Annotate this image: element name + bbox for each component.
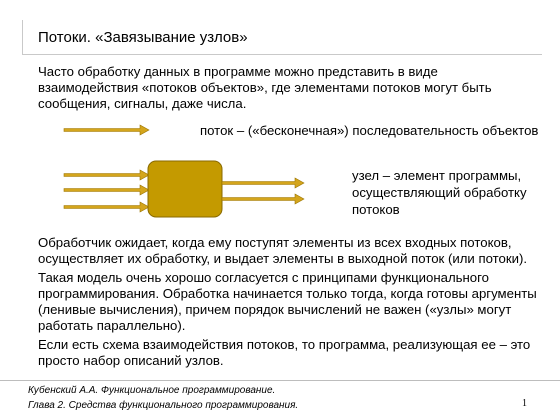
footer-divider <box>0 380 560 381</box>
output-arrow-1 <box>222 178 304 188</box>
handler-paragraph: Обработчик ожидает, когда ему поступят элементы из всех входных потоков, осуществляет их обработку, и выдает элементы в выходной поток (или потоки). <box>38 235 528 266</box>
model-paragraph: Такая модель очень хорошо согласуется с принципами функционального программирования. Обработка начинается только тогда, когда готовы аргументы (ленивые вычисления), причем порядок вычислений не важен («узлы» могут работать параллельно). <box>38 270 537 333</box>
footer-citation <box>28 383 298 413</box>
intro-paragraph: Часто обработку данных в программе можно представить в виде взаимодействия «потоков объектов», где элементами потоков могут быть сообщения, сигналы, даже числа. <box>38 64 492 111</box>
footer-line-1: Кубенский А.А. Функциональное программирование. <box>28 385 276 396</box>
input-arrow-1 <box>64 170 149 180</box>
stream-definition-label: поток – («бесконечная») последовательность объектов <box>200 123 539 138</box>
input-arrow-3 <box>64 202 149 212</box>
output-arrow-2 <box>222 194 304 204</box>
processing-node <box>148 161 222 217</box>
node-definition-label: узел – элемент программы, осуществляющий обработку потоков <box>352 168 527 217</box>
slide-title: Потоки. «Завязывание узлов» <box>38 29 248 46</box>
scheme-paragraph: Если есть схема взаимодействия потоков, то программа, реализующая ее – это просто набор описаний узлов. <box>38 337 531 368</box>
footer-line-2: Глава 2. Средства функционального программирования. <box>28 400 299 411</box>
stream-arrow-example <box>64 125 149 135</box>
input-arrow-2 <box>64 185 149 195</box>
page-number: 1 <box>522 398 527 409</box>
